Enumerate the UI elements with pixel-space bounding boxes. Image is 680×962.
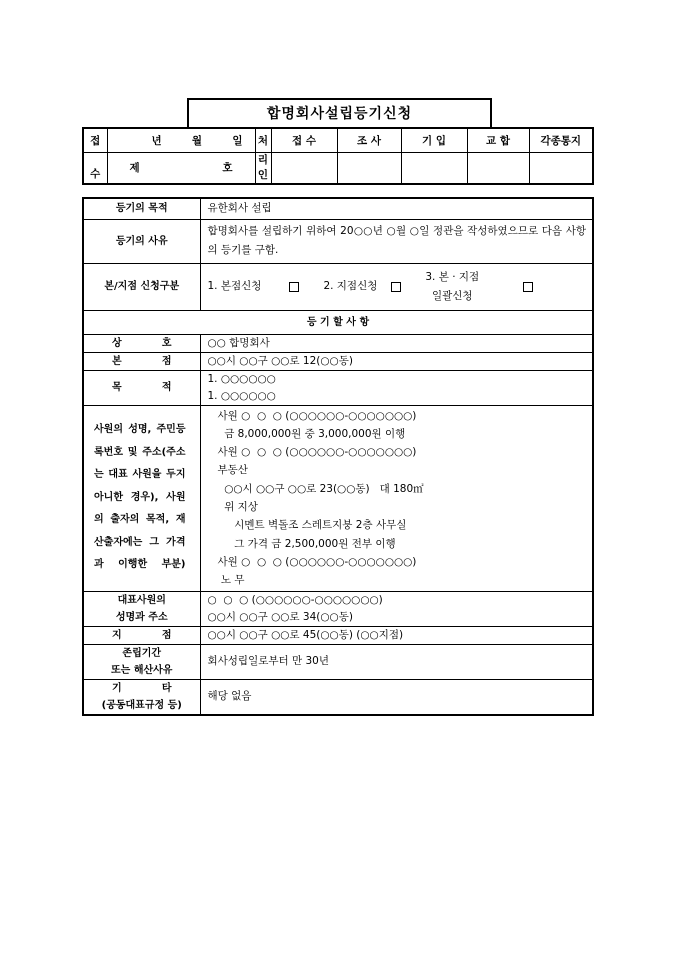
purpose-label: 등기의 목적 bbox=[83, 198, 200, 219]
number-suffix: 호 bbox=[222, 162, 233, 174]
number-field[interactable] bbox=[107, 152, 255, 184]
rep-label: 대표사원의 bbox=[117, 594, 166, 606]
col-notices: 각종통지 bbox=[529, 128, 593, 152]
number-prefix: 제 bbox=[129, 162, 140, 174]
members-line[interactable]: 사원 ○ ○ ○ (○○○○○○-○○○○○○○) bbox=[207, 446, 417, 459]
processor-char: 인 bbox=[257, 168, 269, 181]
other-value[interactable]: 해당 없음 bbox=[200, 679, 593, 715]
col-entry: 기 입 bbox=[401, 128, 467, 152]
reason-label: 등기의 사유 bbox=[83, 219, 200, 263]
trade-name-label: 호 bbox=[161, 337, 172, 349]
head-office-label: 점 bbox=[161, 355, 172, 367]
members-line[interactable]: 그 가격 금 2,500,000원 전부 이행 bbox=[207, 537, 396, 550]
reception-table bbox=[82, 127, 594, 185]
rep-address[interactable]: ○○시 ○○구 ○○로 34(○○동) bbox=[207, 610, 353, 623]
members-line[interactable]: 시멘트 벽돌조 스레트지붕 2층 사무실 bbox=[207, 519, 407, 532]
duration-value[interactable]: 회사성립일로부터 만 30년 bbox=[200, 644, 593, 679]
other-label: 기 bbox=[112, 682, 122, 694]
members-line[interactable]: 노 무 bbox=[207, 574, 245, 587]
date-field[interactable] bbox=[107, 128, 255, 152]
entry-cell[interactable] bbox=[401, 152, 467, 184]
option-both-line2: 일괄신청 bbox=[431, 289, 473, 302]
rep-label: 성명과 주소 bbox=[115, 611, 168, 623]
month-label: 월 bbox=[191, 134, 203, 147]
day-label: 일 bbox=[232, 134, 243, 147]
objective-label: 목 bbox=[112, 382, 122, 393]
notices-cell[interactable] bbox=[529, 152, 593, 184]
reception-label-top: 접 bbox=[83, 128, 107, 152]
rep-name[interactable]: ○ ○ ○ (○○○○○○-○○○○○○○) bbox=[207, 593, 383, 606]
duration-label: 존립기간 bbox=[122, 647, 162, 659]
head-office-checkbox[interactable] bbox=[289, 282, 299, 292]
members-line[interactable]: 부동산 bbox=[207, 464, 248, 477]
verification-cell[interactable] bbox=[467, 152, 529, 184]
branch-type-label: 본/지점 신청구분 bbox=[83, 263, 200, 310]
objective-item[interactable]: 1. ○○○○○○ bbox=[207, 372, 276, 385]
reason-value[interactable]: 합명회사를 설립하기 위하여 20○○년 ○월 ○일 정관을 작성하였으므로 다음 사항의 등기를 구함. bbox=[200, 219, 593, 263]
option-both-line1: 3. 본 · 지점 bbox=[425, 270, 480, 283]
objective-label: 적 bbox=[161, 382, 172, 393]
branch-checkbox[interactable] bbox=[391, 282, 401, 292]
processor-char: 처 bbox=[255, 128, 271, 152]
registration-table bbox=[82, 197, 594, 716]
trade-name-label: 상 bbox=[112, 337, 122, 349]
both-checkbox[interactable] bbox=[523, 282, 533, 292]
col-inspection: 조 사 bbox=[337, 128, 401, 152]
members-line[interactable]: 위 지상 bbox=[207, 501, 258, 513]
other-label: 타 bbox=[161, 682, 172, 694]
col-reception: 접 수 bbox=[271, 128, 337, 152]
branch-office-value[interactable]: ○○시 ○○구 ○○로 45(○○동) (○○지점) bbox=[200, 626, 593, 644]
branch-office-label: 점 bbox=[161, 629, 172, 641]
objective-item[interactable]: 1. ○○○○○○ bbox=[207, 389, 276, 402]
option-branch: 2. 지점신청 bbox=[323, 280, 378, 292]
head-office-label: 본 bbox=[112, 355, 122, 367]
option-head-office: 1. 본점신청 bbox=[207, 280, 262, 292]
section-header: 등 기 할 사 항 bbox=[83, 310, 593, 334]
document-title: 합명회사설립등기신청 bbox=[187, 98, 492, 128]
purpose-value[interactable]: 유한회사 설립 bbox=[200, 198, 593, 219]
trade-name-value[interactable]: ○○ 합명회사 bbox=[200, 334, 593, 352]
reception-label-bottom: 수 bbox=[83, 152, 107, 184]
col-verification: 교 합 bbox=[467, 128, 529, 152]
duration-label: 또는 해산사유 bbox=[111, 664, 173, 676]
head-office-value[interactable]: ○○시 ○○구 ○○로 12(○○동) bbox=[200, 352, 593, 370]
other-label-sub: (공동대표규정 등) bbox=[101, 699, 182, 711]
members-line[interactable]: ○○시 ○○구 ○○로 23(○○동) 대 180㎡ bbox=[207, 482, 424, 495]
members-label: 사원의 성명, 주민등록번호 및 주소(주소는 대표 사원을 두지 아니한 경우), 사원의 출자의 목적, 재산출자에는 그 가격과 이행한 부분) bbox=[83, 405, 200, 591]
inspection-cell[interactable] bbox=[337, 152, 401, 184]
members-line[interactable]: 사원 ○ ○ ○ (○○○○○○-○○○○○○○) bbox=[207, 555, 417, 568]
members-line[interactable]: 사원 ○ ○ ○ (○○○○○○-○○○○○○○) bbox=[207, 409, 417, 422]
reception-cell[interactable] bbox=[271, 152, 337, 184]
year-label: 년 bbox=[151, 134, 162, 147]
branch-office-label: 지 bbox=[112, 629, 122, 641]
members-line[interactable]: 금 8,000,000원 중 3,000,000원 이행 bbox=[207, 427, 406, 440]
processor-char: 리 bbox=[257, 153, 269, 166]
